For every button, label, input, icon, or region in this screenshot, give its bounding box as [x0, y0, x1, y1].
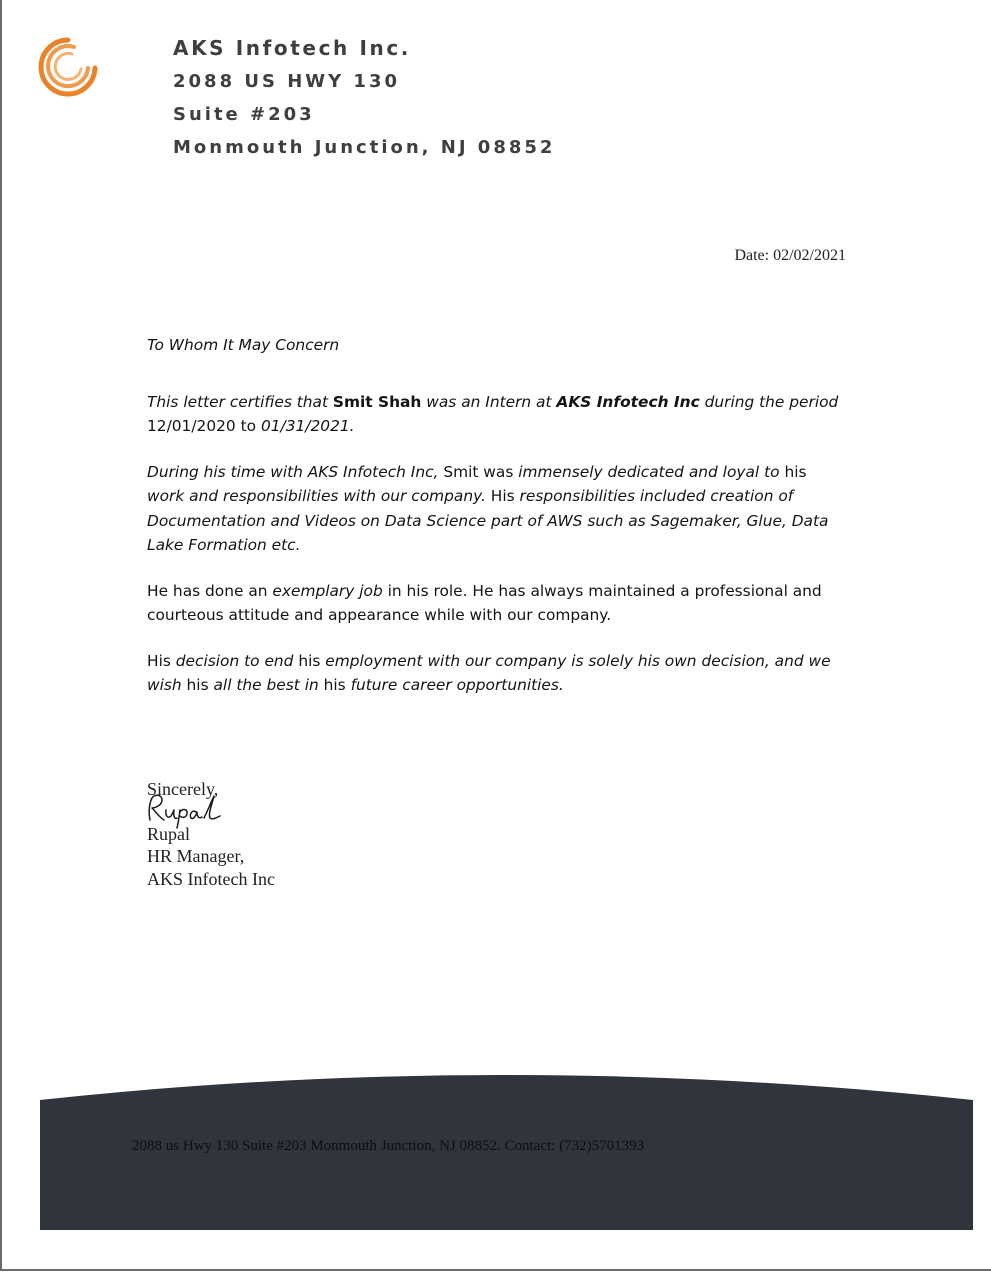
- letterhead-company: AKS Infotech Inc.: [173, 36, 411, 60]
- p4-text: his own decision, and we wish: [147, 651, 831, 694]
- footer-address: 2088 us Hwy 130 Suite #203 Monmouth Junction, NJ 08852. Contact: (732)5701393: [132, 1138, 645, 1154]
- signer-company: AKS Infotech Inc: [147, 868, 275, 889]
- p2-text: immensely dedicated and loyal to: [518, 462, 780, 481]
- p1-text: during the period: [699, 392, 839, 411]
- letter-date: Date: 02/02/2021: [734, 247, 846, 264]
- p3-text: exemplary job: [272, 581, 383, 600]
- p4-text: His: [147, 651, 176, 670]
- p1-text: This letter certifies that: [147, 392, 333, 411]
- p3-text: in his role. He has always maintained a professional and courteous attitude and appearance while with our company.: [147, 581, 822, 624]
- paragraph-decision: [147, 649, 847, 698]
- paragraph-performance: [147, 579, 847, 628]
- letterhead: [173, 32, 555, 164]
- handwritten-signature: [142, 790, 232, 830]
- letterhead-address-line1: 2088 US HWY 130: [173, 71, 401, 92]
- p4-text: future career opportunities.: [350, 676, 564, 694]
- paragraph-certification: [147, 390, 847, 439]
- p2-text: During his time with AKS Infotech Inc,: [147, 462, 439, 481]
- p2-text: his: [779, 462, 807, 481]
- p2-text: Smit was: [438, 462, 519, 481]
- p4-text: his: [318, 676, 351, 694]
- p1-text: was an Intern at: [421, 392, 557, 411]
- p4-text: his: [181, 676, 214, 694]
- p4-text: all the best in: [213, 676, 319, 694]
- paragraph-duties: [147, 460, 847, 558]
- p2-text: His: [485, 487, 520, 505]
- letter-body: [147, 333, 847, 719]
- p1-start-date: 12/01/2020 to: [147, 417, 261, 435]
- signer-name: Rupal: [147, 823, 190, 844]
- letterhead-address-line2: Suite #203: [173, 104, 315, 125]
- salutation: To Whom It May Concern: [147, 336, 340, 354]
- closing-sincerely: Sincerely,: [147, 779, 219, 799]
- p3-text: He has done an: [147, 581, 273, 600]
- p2-text: responsibilities included creation of Documentation and Videos on Data Science part of AWS such as Sagemaker, Glue, Data Lake Formation etc.: [147, 487, 829, 554]
- letterhead-address-line3: Monmouth Junction, NJ 08852: [173, 137, 556, 158]
- intern-name: Smit Shah: [332, 392, 422, 411]
- company-name: AKS Infotech Inc: [556, 392, 700, 411]
- p4-text: decision to end: [175, 651, 294, 670]
- signer-title: HR Manager,: [147, 846, 245, 866]
- p4-text: his: [293, 651, 326, 670]
- company-logo: [36, 34, 100, 100]
- p2-text: work and responsibilities with our company.: [147, 487, 486, 505]
- p1-end-date: 01/31/2021.: [260, 417, 355, 435]
- p4-text: employment with our company is solely: [325, 651, 633, 670]
